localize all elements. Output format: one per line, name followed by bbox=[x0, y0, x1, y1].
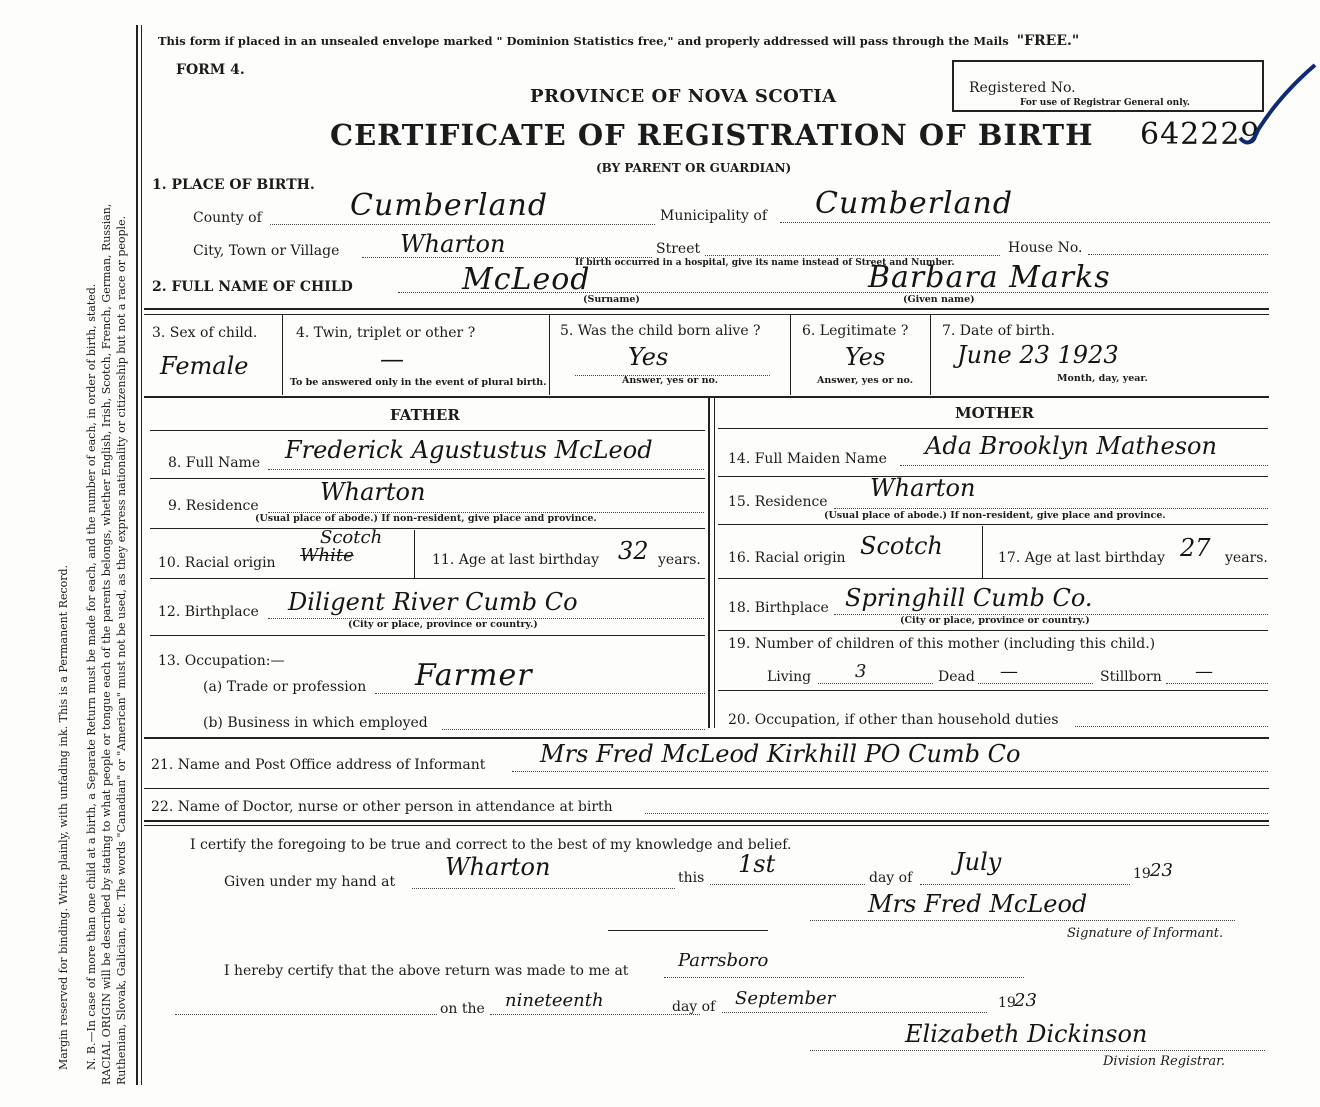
mother-name-value: Ada Brooklyn Matheson bbox=[925, 432, 1217, 460]
father-residence-note: (Usual place of abode.) If non-resident, give place and province. bbox=[255, 513, 597, 524]
doctor-label: 22. Name of Doctor, nurse or other person in attendance at birth bbox=[151, 799, 613, 815]
year-value: 23 bbox=[1150, 860, 1173, 881]
twin-label: 4. Twin, triplet or other ? bbox=[296, 325, 476, 341]
year2-prefix: 19 bbox=[998, 995, 1016, 1011]
informant-value: Mrs Fred McLeod Kirkhill PO Cumb Co bbox=[540, 740, 1021, 768]
father-racial-label: 10. Racial origin bbox=[158, 555, 276, 571]
year2-value: 23 bbox=[1014, 990, 1037, 1011]
mother-residence-value: Wharton bbox=[870, 474, 976, 502]
stillborn-value: — bbox=[1195, 661, 1213, 682]
day-of2-label: day of bbox=[672, 999, 716, 1015]
alive-value: Yes bbox=[628, 343, 669, 371]
mother-residence-label: 15. Residence bbox=[728, 494, 828, 510]
child-surname-value: McLeod bbox=[462, 262, 591, 297]
father-age-value: 32 bbox=[618, 537, 649, 565]
mother-birthplace-label: 18. Birthplace bbox=[728, 600, 829, 616]
informant-signature: Mrs Fred McLeod bbox=[868, 890, 1088, 918]
registrar-label: Division Registrar. bbox=[1103, 1054, 1225, 1069]
registrar-signature: Elizabeth Dickinson bbox=[905, 1020, 1148, 1048]
living-label: Living bbox=[767, 669, 812, 685]
hereby-text: I hereby certify that the above return was made to me at bbox=[224, 963, 629, 979]
sex-label: 3. Sex of child. bbox=[152, 325, 258, 341]
county-value: Cumberland bbox=[350, 188, 549, 223]
father-racial-struck: White bbox=[300, 545, 354, 566]
side-note-2: N. B.—In case of more than one child at a birth, a Separate Return must be made for each, and the number of each, in order of birth, stated. bbox=[85, 283, 98, 1070]
father-residence-label: 9. Residence bbox=[168, 498, 259, 514]
surname-note: (Surname) bbox=[583, 294, 640, 305]
mother-occupation-label: 20. Occupation, if other than household duties bbox=[728, 712, 1059, 728]
given-note: (Given name) bbox=[903, 294, 975, 305]
side-note-1: Margin reserved for binding. Write plainly, with unfading ink. This is a Permanent Record. bbox=[57, 564, 70, 1070]
father-name-label: 8. Full Name bbox=[168, 455, 261, 471]
check-mark-icon bbox=[1230, 60, 1320, 155]
father-occupation-label: 13. Occupation:— bbox=[158, 653, 285, 669]
street-label: Street bbox=[656, 241, 701, 257]
signature-label: Signature of Informant. bbox=[1067, 926, 1224, 941]
father-birthplace-label: 12. Birthplace bbox=[158, 604, 259, 620]
binding-rule bbox=[136, 25, 138, 1085]
living-value: 3 bbox=[855, 661, 867, 682]
mother-birthplace-note: (City or place, province or country.) bbox=[900, 615, 1090, 626]
on-the-label: on the bbox=[440, 1001, 485, 1017]
legit-label: 6. Legitimate ? bbox=[802, 323, 909, 339]
mother-age-unit: years. bbox=[1225, 550, 1268, 566]
mother-residence-note: (Usual place of abode.) If non-resident, give place and province. bbox=[824, 510, 1166, 521]
on-the-value: nineteenth bbox=[505, 990, 604, 1011]
mother-birthplace-value: Springhill Cumb Co. bbox=[845, 584, 1093, 612]
father-heading: FATHER bbox=[390, 406, 460, 424]
year-prefix: 19 bbox=[1133, 866, 1151, 882]
father-business-label: (b) Business in which employed bbox=[203, 715, 428, 731]
alive-note: Answer, yes or no. bbox=[622, 375, 719, 386]
province-heading: PROVINCE OF NOVA SCOTIA bbox=[530, 86, 837, 107]
mother-age-value: 27 bbox=[1180, 534, 1211, 562]
house-label: House No. bbox=[1008, 240, 1083, 256]
mother-children-label: 19. Number of children of this mother (including this child.) bbox=[728, 636, 1156, 652]
mail-notice bbox=[158, 33, 1079, 49]
municipality-value: Cumberland bbox=[815, 186, 1014, 221]
father-age-unit: years. bbox=[658, 552, 701, 568]
mother-name-label: 14. Full Maiden Name bbox=[728, 451, 887, 467]
child-name-label: 2. FULL NAME OF CHILD bbox=[152, 279, 353, 295]
county-label: County of bbox=[193, 210, 262, 226]
side-note-4: Ruthenian, Slovak, Galician, etc. The words "Canadian" or "American" must not be used, as they express nationality or citizenship but not a race or people. bbox=[115, 215, 128, 1085]
form-number: FORM 4. bbox=[176, 62, 245, 78]
informant-label: 21. Name and Post Office address of Informant bbox=[151, 757, 486, 773]
dob-note: Month, day, year. bbox=[1057, 373, 1148, 384]
father-residence-value: Wharton bbox=[320, 478, 426, 506]
registered-box bbox=[952, 60, 1264, 112]
alive-label: 5. Was the child born alive ? bbox=[560, 323, 761, 339]
city-label: City, Town or Village bbox=[193, 243, 340, 259]
hospital-note: If birth occurred in a hospital, give its name instead of Street and Number. bbox=[575, 258, 955, 268]
registered-note: For use of Registrar General only. bbox=[1020, 98, 1190, 108]
twin-value: — bbox=[380, 345, 404, 373]
city-value: Wharton bbox=[400, 230, 506, 258]
twin-note: To be answered only in the event of plural birth. bbox=[290, 377, 547, 388]
place-of-birth-label: 1. PLACE OF BIRTH. bbox=[152, 177, 315, 193]
given-label: Given under my hand at bbox=[224, 874, 396, 890]
dob-label: 7. Date of birth. bbox=[942, 323, 1056, 339]
dead-label: Dead bbox=[938, 669, 975, 685]
this-label: this bbox=[678, 870, 705, 886]
mother-age-label: 17. Age at last birthday bbox=[998, 550, 1166, 566]
registered-number: 642229 bbox=[1140, 117, 1261, 152]
certificate-subtitle: (BY PARENT OR GUARDIAN) bbox=[596, 161, 792, 175]
given-place: Wharton bbox=[445, 853, 551, 881]
side-note-3: RACIAL ORIGIN will be described by stating to what people or tongue each of the parents belongs, whether English, Irish, Scotch, French, German, Russian, bbox=[100, 203, 113, 1085]
certify-text: I certify the foregoing to be true and correct to the best of my knowledge and belief. bbox=[190, 837, 792, 853]
father-trade-label: (a) Trade or profession bbox=[203, 679, 367, 695]
this-day: 1st bbox=[738, 850, 776, 878]
mail-notice-text: This form if placed in an unsealed envelope marked " Dominion Statistics free," and properly addressed will pass through the Mails bbox=[158, 34, 1009, 48]
month-value: July bbox=[955, 848, 1002, 876]
sex-value: Female bbox=[160, 352, 249, 380]
stillborn-label: Stillborn bbox=[1100, 669, 1162, 685]
father-age-label: 11. Age at last birthday bbox=[432, 552, 600, 568]
mother-racial-label: 16. Racial origin bbox=[728, 550, 846, 566]
day-of-label: day of bbox=[869, 870, 913, 886]
father-trade-value: Farmer bbox=[415, 658, 533, 693]
legit-note: Answer, yes or no. bbox=[817, 375, 914, 386]
registered-label: Registered No. bbox=[969, 80, 1076, 96]
mother-heading: MOTHER bbox=[955, 404, 1034, 422]
municipality-label: Municipality of bbox=[660, 208, 768, 224]
month2-value: September bbox=[735, 988, 836, 1009]
legit-value: Yes bbox=[845, 343, 886, 371]
mail-free: "FREE." bbox=[1016, 33, 1080, 49]
hereby-place: Parrsboro bbox=[678, 950, 769, 971]
father-name-value: Frederick Agustustus McLeod bbox=[285, 436, 653, 464]
father-birthplace-value: Diligent River Cumb Co bbox=[288, 588, 578, 616]
certificate-title: CERTIFICATE OF REGISTRATION OF BIRTH bbox=[330, 118, 1094, 152]
dob-value: June 23 1923 bbox=[957, 341, 1119, 369]
child-given-value: Barbara Marks bbox=[868, 260, 1111, 295]
dead-value: — bbox=[1000, 661, 1018, 682]
binding-rule-inner bbox=[141, 25, 142, 1085]
mother-racial-value: Scotch bbox=[860, 532, 943, 560]
father-birthplace-note: (City or place, province or country.) bbox=[348, 619, 538, 630]
father-racial-value: Scotch bbox=[320, 527, 383, 548]
